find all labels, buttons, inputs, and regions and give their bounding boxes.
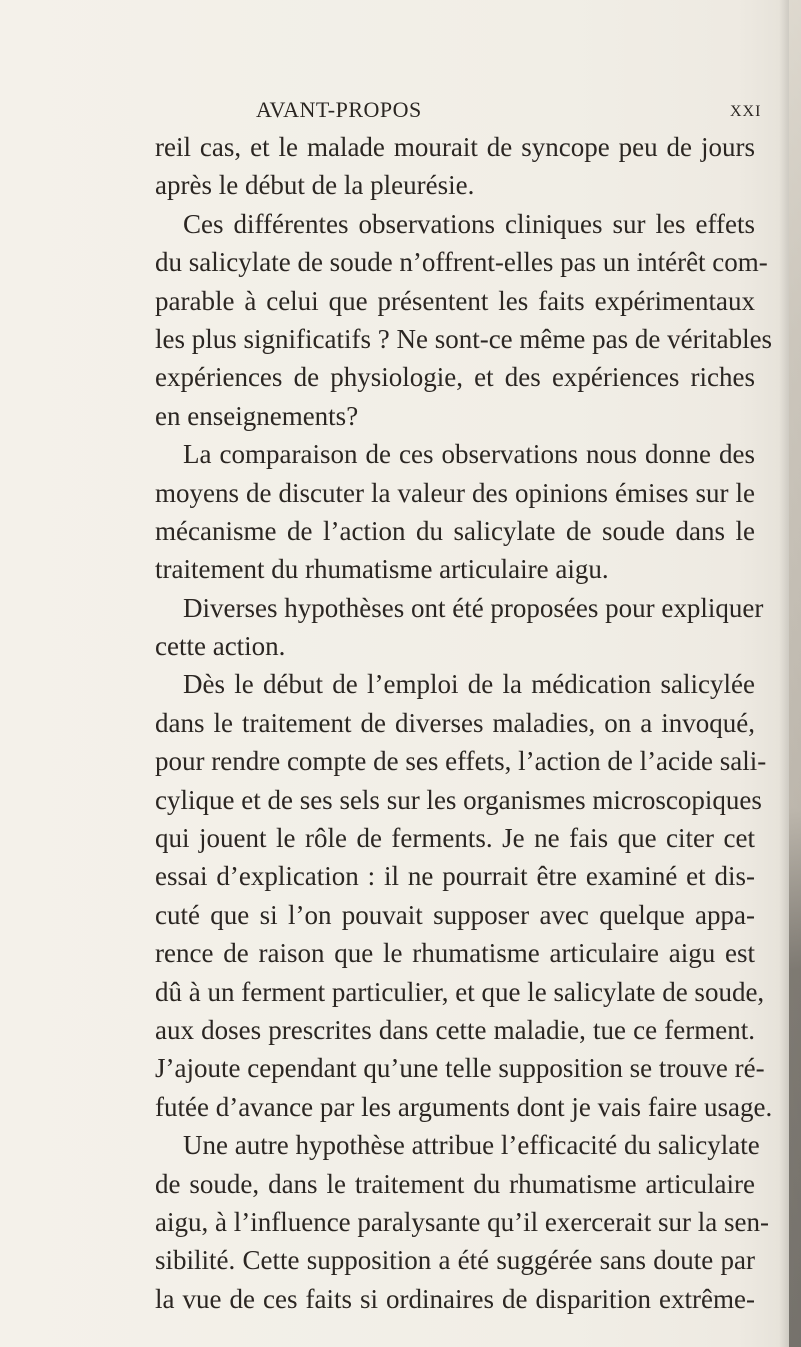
text-line: les plus significatifs ? Ne sont-ce même pas de véritables [155,323,773,354]
text-line: cette action. [155,631,286,662]
text-line: moyens de discuter la valeur des opinions émises sur le [155,477,755,508]
text-line: traitement du rhumatisme articulaire aigu. [155,554,609,585]
text-line: Diverses hypothèses ont été proposées pour expliquer [183,592,764,623]
text-line: cuté que si l’on pouvait supposer avec quelque appa- [155,899,755,930]
text-line: reil cas, et le malade mourait de syncope peu de jours [155,132,755,162]
text-line: Ces différentes observations cliniques sur les effets [183,208,755,239]
text-line: cylique et de ses sels sur les organismes microscopiques [155,784,762,815]
page-header [0,96,801,124]
text-line: aux doses prescrites dans cette maladie, tue ce ferment. [155,1014,755,1045]
page-number: XXI [730,103,762,120]
text-line: rence de raison que le rhumatisme articulaire aigu est [155,938,755,969]
text-line: La comparaison de ces observations nous donne des [183,439,755,470]
text-line: mécanisme de l’action du salicylate de soude dans le [155,515,755,546]
running-title: AVANT-PROPOS [256,97,422,122]
text-line: dans le traitement de diverses maladies, on a invoqué, [155,707,755,738]
text-line: dû à un ferment particulier, et que le salicylate de soude, [155,976,765,1007]
body-text [155,128,773,1318]
text-line: futée d’avance par les arguments dont je vais faire usage. [155,1091,773,1122]
text-line: J’ajoute cependant qu’une telle supposition se trouve ré- [155,1053,765,1084]
text-line: après le début de la pleurésie. [155,170,475,201]
text-line: qui jouent le rôle de ferments. Je ne fais que citer cet [155,823,755,854]
text-line: aigu, à l’influence paralysante qu’il exercerait sur la sen- [155,1206,769,1237]
text-line: pour rendre compte de ses effets, l’action de l’acide sali- [155,746,767,777]
text-line: en enseignements? [155,400,359,431]
text-line: Dès le début de l’emploi de la médication salicylée [183,669,755,700]
text-line: expériences de physiologie, et des expériences riches [155,362,755,393]
text-line: de soude, dans le traitement du rhumatisme articulaire [155,1168,755,1199]
page-edge [789,0,801,1347]
text-line: parable à celui que présentent les faits expérimentaux [155,285,755,316]
text-line: Une autre hypothèse attribue l’efficacité du salicylate [183,1130,760,1161]
text-line: essai d’explication : il ne pourrait être examiné et dis- [155,861,755,892]
page-gutter-shadow [779,0,789,1347]
text-line: sibilité. Cette supposition a été suggérée sans doute par [155,1245,755,1276]
text-line: la vue de ces faits si ordinaires de disparition extrême- [155,1283,755,1314]
text-line: du salicylate de soude n’offrent-elles pas un intérêt com- [155,247,768,278]
